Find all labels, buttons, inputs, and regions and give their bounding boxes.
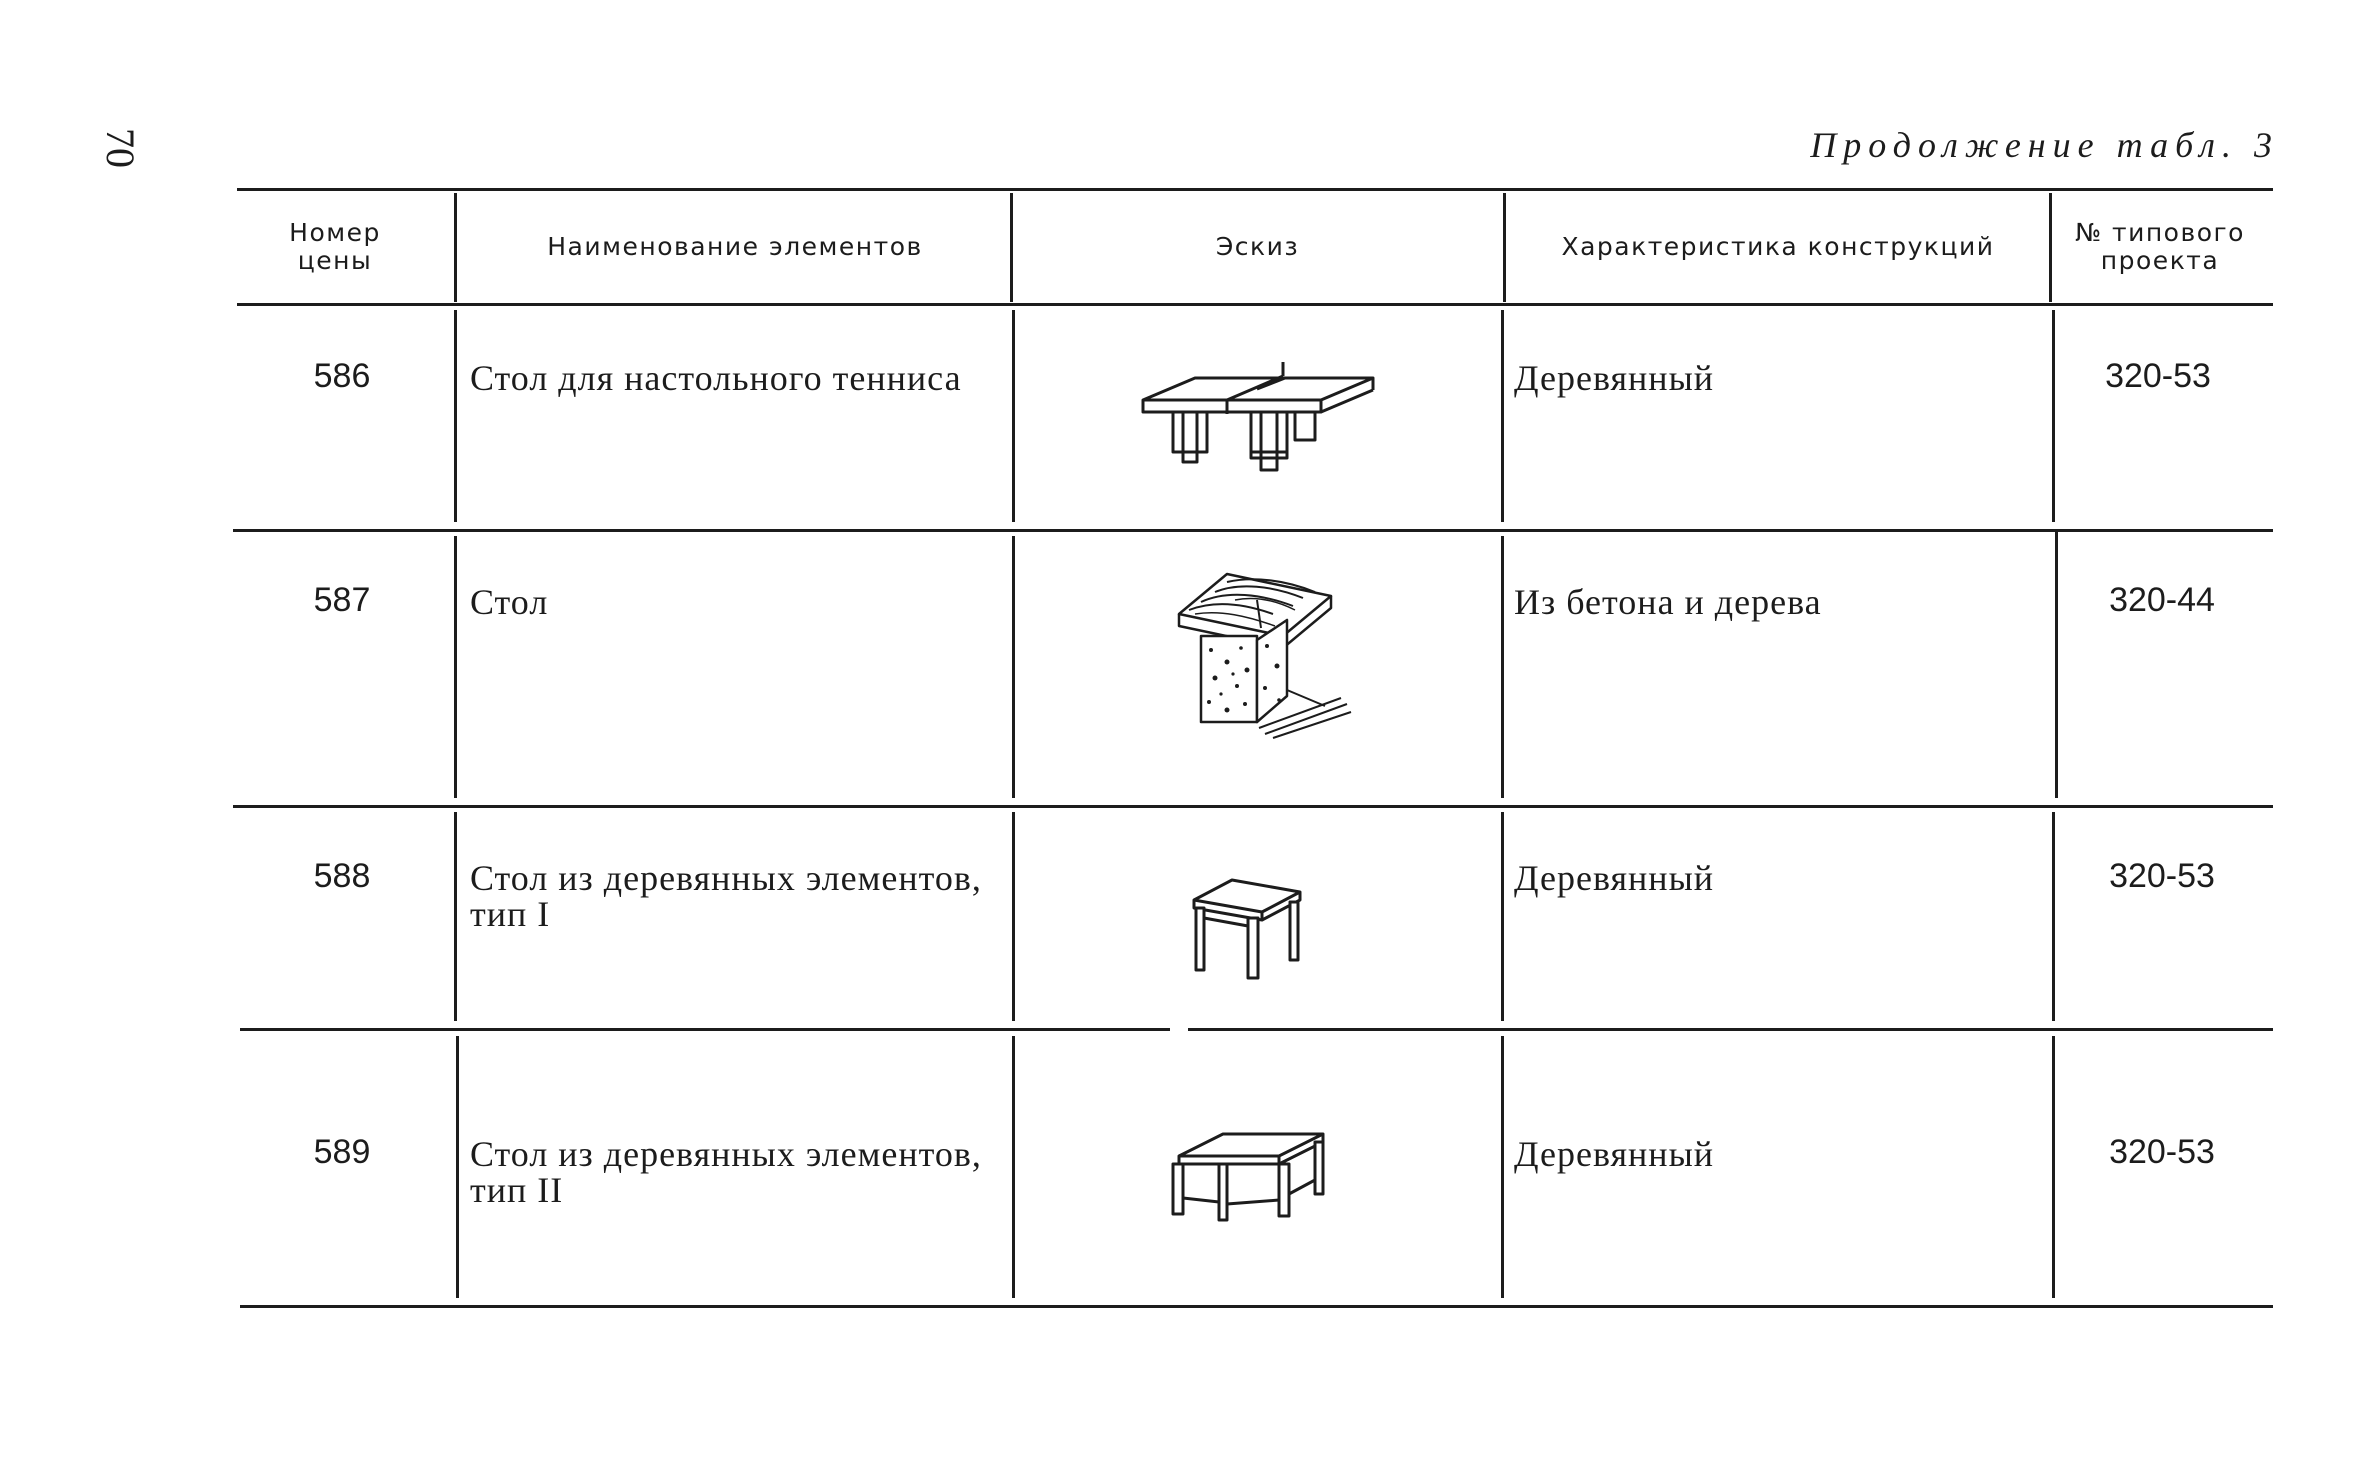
row-587-project: 320-44 xyxy=(2109,581,2215,619)
page-number: 70 xyxy=(98,128,143,168)
row-rule xyxy=(1188,1028,2273,1031)
column-rule xyxy=(456,1036,459,1298)
row-586-project: 320-53 xyxy=(2105,357,2211,395)
concrete-wood-table-icon xyxy=(1175,570,1355,745)
row-rule xyxy=(233,805,2273,808)
column-rule xyxy=(1012,536,1015,798)
header-project: № типового проекта xyxy=(2075,218,2245,275)
column-rule xyxy=(454,812,457,1021)
column-rule xyxy=(2052,1036,2055,1298)
row-588-number: 588 xyxy=(313,857,371,895)
row-588-name: Стол из деревянных элементов, тип I xyxy=(470,858,982,934)
column-rule xyxy=(454,310,457,522)
column-rule xyxy=(2052,812,2055,1021)
row-586-number: 586 xyxy=(313,357,371,395)
header-bottom-rule xyxy=(237,303,2273,306)
column-rule xyxy=(454,536,457,798)
row-587-number: 587 xyxy=(313,581,371,619)
column-rule xyxy=(1501,536,1504,798)
ping-pong-table-icon xyxy=(1135,362,1385,482)
header-name: Наименование элементов xyxy=(547,232,923,261)
row-586-name: Стол для настольного тенниса xyxy=(470,358,962,398)
column-rule xyxy=(1012,310,1015,522)
row-587-characteristic: Из бетона и дерева xyxy=(1514,582,1822,622)
table-caption: Продолжение табл. 3 xyxy=(1810,125,2279,165)
column-rule xyxy=(454,193,457,302)
header-number: Номер цены xyxy=(289,218,381,275)
row-589-project: 320-53 xyxy=(2109,1133,2215,1171)
row-rule xyxy=(233,529,2273,532)
small-wooden-table-icon xyxy=(1188,878,1318,980)
header-characteristic: Характеристика конструкций xyxy=(1561,232,1995,261)
column-rule xyxy=(1010,193,1013,302)
column-rule xyxy=(1501,310,1504,522)
column-rule xyxy=(1501,1036,1504,1298)
row-586-characteristic: Деревянный xyxy=(1514,358,1715,398)
row-rule xyxy=(240,1028,1170,1031)
column-rule xyxy=(2052,310,2055,522)
column-rule xyxy=(1501,812,1504,1021)
table-bottom-rule xyxy=(240,1305,2273,1308)
row-589-number: 589 xyxy=(313,1133,371,1171)
row-588-project: 320-53 xyxy=(2109,857,2215,895)
table-top-rule xyxy=(237,188,2273,191)
column-rule xyxy=(1503,193,1506,302)
row-587-name: Стол xyxy=(470,582,549,622)
long-wooden-table-icon xyxy=(1165,1128,1345,1228)
row-589-characteristic: Деревянный xyxy=(1514,1134,1715,1174)
header-sketch: Эскиз xyxy=(1215,232,1300,261)
row-588-characteristic: Деревянный xyxy=(1514,858,1715,898)
column-rule xyxy=(2049,193,2052,302)
row-589-name: Стол из деревянных элементов, тип II xyxy=(470,1134,982,1210)
column-rule xyxy=(2055,530,2058,798)
